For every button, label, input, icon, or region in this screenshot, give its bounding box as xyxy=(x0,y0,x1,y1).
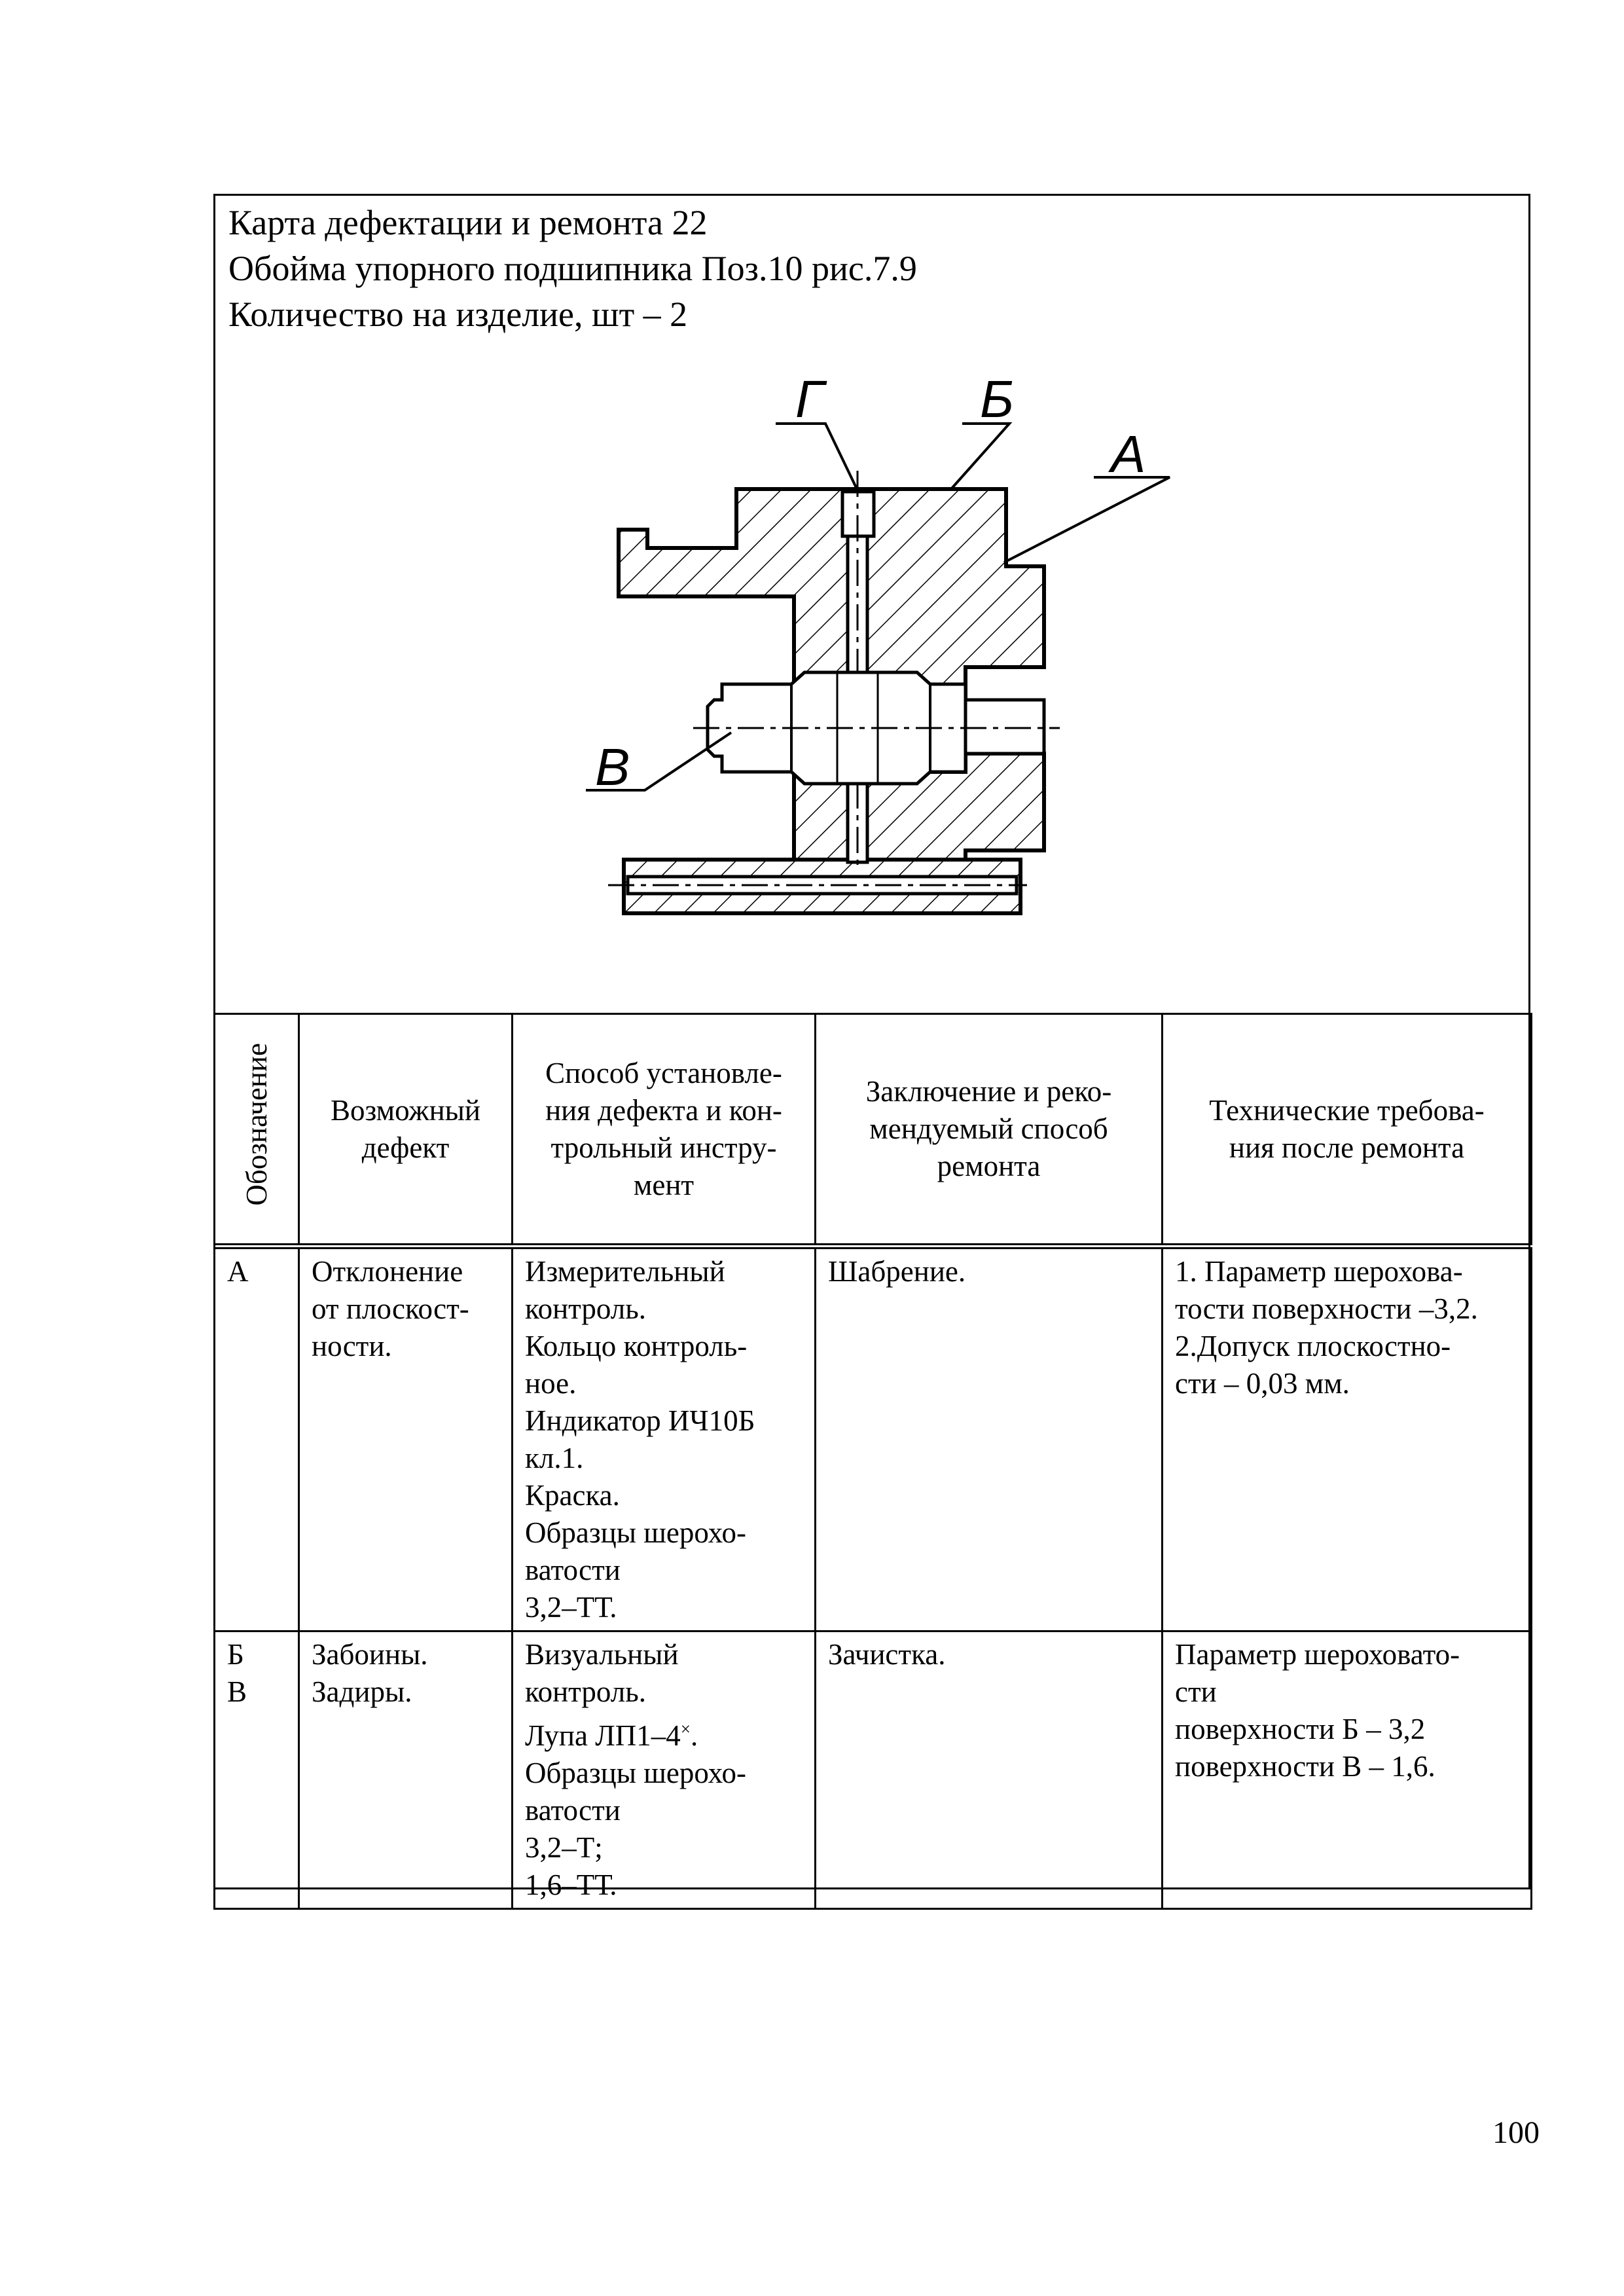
magnification-sup: × xyxy=(680,1719,691,1739)
label-g: Г xyxy=(795,370,824,428)
label-a: А xyxy=(1111,425,1146,483)
part-drawing xyxy=(215,196,1528,1014)
label-b: Б xyxy=(980,370,1015,428)
cell-conclusion: Шабрение. xyxy=(816,1247,1163,1631)
leader-a xyxy=(1004,477,1170,562)
defect-table xyxy=(213,1013,1532,1910)
leader-b xyxy=(951,424,1009,489)
leader-g xyxy=(776,424,858,492)
table-header-row xyxy=(215,1014,1532,1247)
label-v: В xyxy=(595,738,630,796)
cell-method: Измерительный контроль. Кольцо контроль- ное. Индикатор ИЧ10Б кл.1. Краска. Образцы шерохо- ватости 3,2–ТТ. xyxy=(513,1247,816,1631)
table-row xyxy=(215,1247,1532,1631)
part-name: Обойма упорного подшипника Поз.10 рис.7.9 xyxy=(228,249,917,288)
defect-card-frame xyxy=(213,194,1530,1901)
header-requirements: Технические требова- ния после ремонта xyxy=(1163,1014,1532,1247)
upper-body-section xyxy=(619,489,1044,701)
cell-method: Визуальный контроль. Лупа ЛП1–4×. Образцы шерохо- ватости 3,2–Т; 1,6–ТТ. xyxy=(513,1631,816,1909)
page-number: 100 xyxy=(1492,2115,1540,2150)
cell-defect: Забоины. Задиры. xyxy=(299,1631,513,1909)
cell-designation: Б В xyxy=(215,1631,299,1909)
header-method: Способ установле- ния дефекта и кон- трольный инстру- мент xyxy=(513,1014,816,1247)
cell-conclusion: Зачистка. xyxy=(816,1631,1163,1909)
quantity-line: Количество на изделие, шт – 2 xyxy=(228,295,688,334)
header-designation: Обозначение xyxy=(215,1014,299,1247)
table-row xyxy=(215,1631,1532,1909)
cell-requirements: Параметр шероховато- сти поверхности Б – 3,2 поверхности В – 1,6. xyxy=(1163,1631,1532,1909)
header-conclusion: Заключение и реко- мендуемый способ ремонта xyxy=(816,1014,1163,1247)
cell-designation: А xyxy=(215,1247,299,1631)
header-defect: Возможный дефект xyxy=(299,1014,513,1247)
cell-defect: Отклонение от плоскост- ности. xyxy=(299,1247,513,1631)
cell-requirements: 1. Параметр шерохова- тости поверхности –3,2. 2.Допуск плоскостно- сти – 0,03 мм. xyxy=(1163,1247,1532,1631)
card-title: Карта дефектации и ремонта 22 xyxy=(228,203,708,242)
